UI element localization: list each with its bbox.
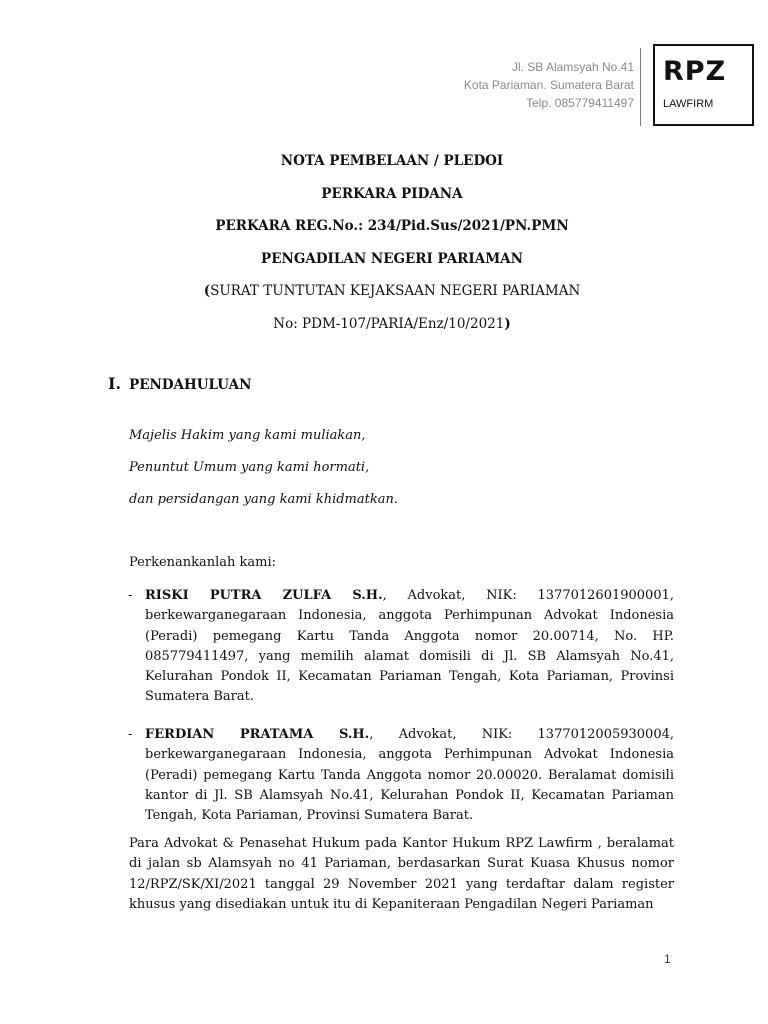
logo-subtitle: LAWFIRM [663, 98, 714, 110]
title-line-6-text: No: PDM-107/PARIA/Enz/10/2021 [273, 315, 505, 332]
advocate-description [145, 725, 674, 826]
advocate-name: RISKI PUTRA ZULFA S.H. [145, 588, 383, 603]
list-dash: - [128, 727, 133, 742]
title-line-5-text: SURAT TUNTUTAN KEJAKSAAN NEGERI PARIAMAN [210, 283, 581, 299]
title-line-6 [0, 315, 768, 348]
section-title: PENDAHULUAN [129, 377, 252, 393]
title-line-4: PENGADILAN NEGERI PARIAMAN [261, 250, 523, 267]
title-line-1: NOTA PEMBELAAN / PLEDOI [280, 153, 504, 169]
logo-name: RPZ [663, 56, 727, 87]
advocate-details: , Advokat, NIK: 1377012005930004, berkewarganegaraan Indonesia, anggota Perhimpunan Advokat Indonesia (Peradi) pemegang Kartu Tanda Anggota nomor 20.00020. Beralamat domisili kantor di Jl. SB Alamsyah No.41, Kelurahan Pondok II, Kecamatan Pariaman Tengah, Kota Pariaman, Provinsi Sumatera Barat. [145, 727, 674, 824]
closing-paragraph: Para Advokat & Penasehat Hukum pada Kantor Hukum RPZ Lawfirm , beralamat di jalan sb Alamsyah no 41 Pariaman, berdasarkan Surat Kuasa Khusus nomor 12/RPZ/SK/XI/2021 tanggal 29 November 2021 yang terdaftar dalam register khusus yang disediakan untuk itu di Kepaniteraan Pengadilan Negeri Pariaman [129, 836, 674, 912]
advocate-item [128, 725, 674, 826]
section-number: I. [108, 374, 122, 393]
firm-logo [653, 44, 754, 126]
advocate-details: , Advokat, NIK: 1377012601900001, berkewarganegaraan Indonesia, anggota Perhimpunan Advokat Indonesia (Peradi) pemegang Kartu Tanda Anggota nomor 20.00714, No. HP. 085779411497, yang memilih alamat domisili di Jl. SB Alamsyah No.41, Kelurahan Pondok II, Kecamatan Pariaman Tengah, Kota Pariaman, Provinsi Sumatera Barat. [145, 588, 674, 705]
close-paren: ) [504, 315, 511, 332]
list-dash: - [128, 588, 133, 603]
greeting-1: Majelis Hakim yang kami muliakan, [129, 428, 366, 443]
intro-text: Perkenankanlah kami: [129, 555, 277, 570]
address-line-2: Kota Pariaman. Sumatera Barat [463, 78, 634, 92]
title-line-3: PERKARA REG.No.: 234/Pid.Sus/2021/PN.PMN [215, 218, 569, 234]
greeting-2: Penuntut Umum yang kami hormati, [129, 460, 370, 475]
letterhead-divider [640, 48, 641, 126]
advocate-name: FERDIAN PRATAMA S.H. [145, 727, 370, 742]
document-titles [0, 152, 768, 347]
phone-number: Telp. 085779411497 [526, 96, 634, 110]
title-line-5 [0, 282, 768, 315]
open-paren: ( [203, 283, 211, 299]
letterhead-address [420, 58, 634, 112]
address-line-1: Jl. SB Alamsyah No.41 [511, 60, 634, 74]
advocate-description [145, 586, 674, 708]
title-line-2: PERKARA PIDANA [321, 185, 463, 202]
greeting-3: dan persidangan yang kami khidmatkan. [129, 492, 398, 507]
page-number: 1 [664, 952, 671, 966]
advocate-item [128, 586, 674, 708]
section-heading [108, 374, 251, 393]
